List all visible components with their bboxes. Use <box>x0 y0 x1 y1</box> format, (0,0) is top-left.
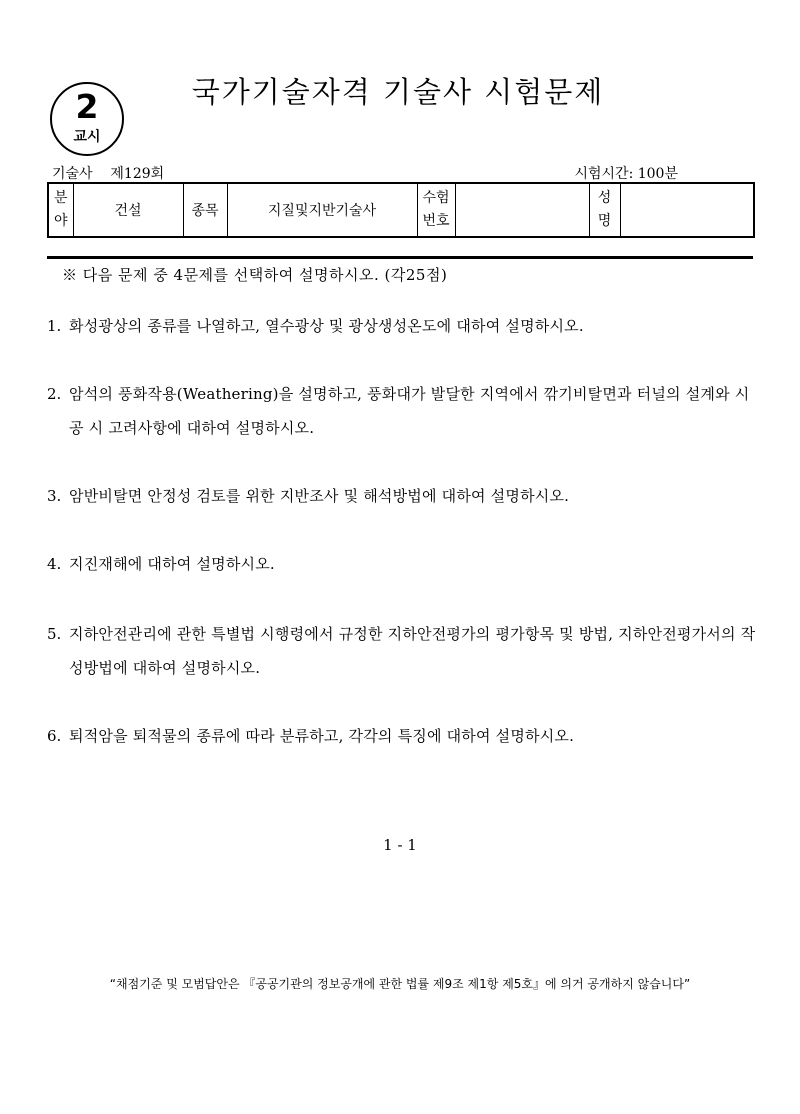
session-badge <box>50 82 124 156</box>
exam-number-label-line2: 번호 <box>422 213 450 229</box>
field-label <box>48 183 73 237</box>
question-item <box>47 547 759 581</box>
question-text: 암반비탈면 안정성 검토를 위한 지반조사 및 해석방법에 대하여 설명하시오. <box>69 487 570 505</box>
session-label: 교시 <box>73 129 101 145</box>
exam-time: 시험시간: 100분 <box>574 166 678 182</box>
question-text: 지하안전관리에 관한 특별법 시행령에서 규정한 지하안전평가의 평가항목 및 방법, 지하안전평가서의 작성방법에 대하여 설명하시오. <box>69 625 756 677</box>
field-label-line2: 야 <box>53 213 68 229</box>
question-text: 퇴적암을 퇴적물의 종류에 따라 분류하고, 각각의 특징에 대하여 설명하시오. <box>69 727 575 745</box>
exam-category: 기술사 <box>52 166 93 182</box>
question-item <box>47 377 759 445</box>
question-number: 1. <box>47 317 62 335</box>
exam-info-table <box>47 182 755 238</box>
type-label: 종목 <box>183 183 227 237</box>
question-item <box>47 617 759 685</box>
divider <box>47 256 753 259</box>
name-field[interactable] <box>620 183 754 237</box>
question-text: 암석의 풍화작용(Weathering)을 설명하고, 풍화대가 발달한 지역에서 깎기비탈면과 터널의 설계와 시공 시 고려사항에 대하여 설명하시오. <box>69 385 750 437</box>
question-item <box>47 479 759 513</box>
field-label-line1: 분 <box>53 190 68 206</box>
exam-number-field[interactable] <box>455 183 589 237</box>
page-number: 1 - 1 <box>383 836 417 854</box>
question-text: 지진재해에 대하여 설명하시오. <box>69 555 275 573</box>
footer-notice: “채점기준 및 모범답안은 『공공기관의 정보공개에 관한 법률 제9조 제1항 제5호』에 의거 공개하지 않습니다” <box>109 977 691 991</box>
exam-round-info <box>52 163 164 183</box>
question-item <box>47 719 759 753</box>
exam-number-label <box>417 183 455 237</box>
question-number: 4. <box>47 555 62 573</box>
name-label-line1: 성 <box>597 190 612 206</box>
question-number: 3. <box>47 487 62 505</box>
type-value: 지질및지반기술사 <box>227 183 417 237</box>
field-value: 건설 <box>73 183 183 237</box>
name-label <box>589 183 620 237</box>
page-title: 국가기술자격 기술사 시험문제 <box>191 75 605 109</box>
name-label-line2: 명 <box>597 213 612 229</box>
exam-round: 제129회 <box>110 166 165 182</box>
question-number: 6. <box>47 727 62 745</box>
question-number: 5. <box>47 625 62 643</box>
question-text: 화성광상의 종류를 나열하고, 열수광상 및 광상생성온도에 대하여 설명하시오. <box>69 317 584 335</box>
session-number: 2 <box>75 87 99 126</box>
instruction: ※ 다음 문제 중 4문제를 선택하여 설명하시오. (각25점) <box>62 266 448 284</box>
question-item <box>47 309 759 343</box>
exam-number-label-line1: 수험 <box>422 190 450 206</box>
question-number: 2. <box>47 385 62 403</box>
